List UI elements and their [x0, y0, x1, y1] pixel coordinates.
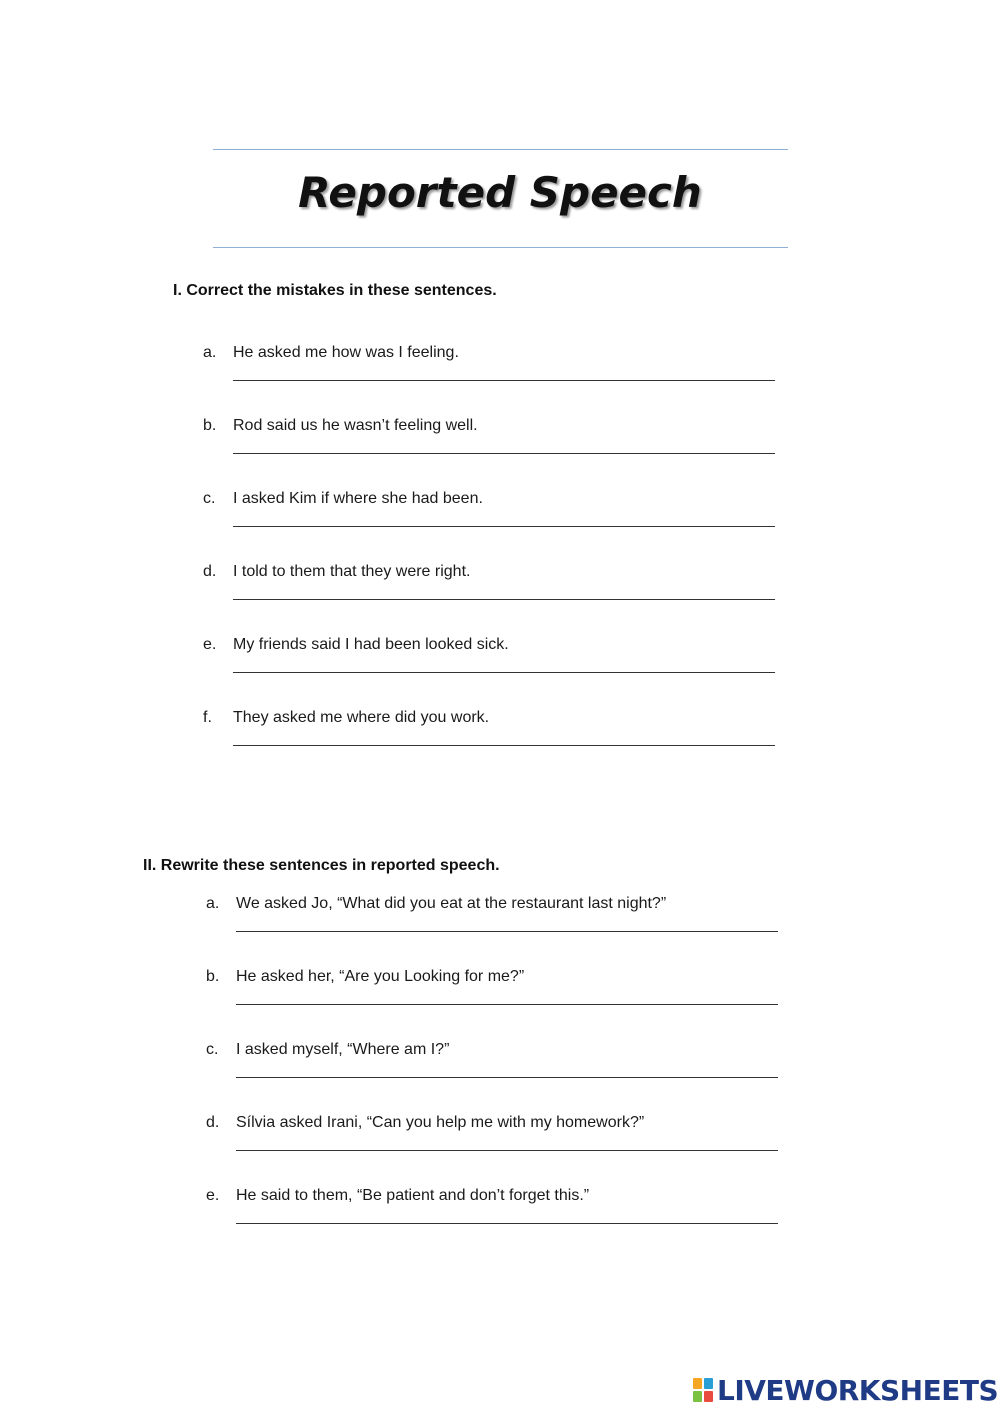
logo-square [704, 1378, 713, 1389]
item-letter: d. [203, 563, 217, 580]
item-sentence: My friends said I had been looked sick. [233, 636, 509, 653]
answer-line [236, 1004, 778, 1005]
item-letter: c. [203, 490, 216, 507]
answer-input[interactable] [236, 981, 780, 1005]
item-sentence: I asked Kim if where she had been. [233, 490, 483, 507]
section-1-heading: I. Correct the mistakes in these sentences. [173, 282, 497, 299]
item-sentence: They asked me where did you work. [233, 709, 490, 726]
answer-line [233, 672, 775, 673]
item-sentence: We asked Jo, “What did you eat at the restaurant last night?” [236, 895, 667, 912]
title-bottom-rule [213, 247, 788, 248]
answer-input[interactable] [233, 649, 777, 673]
item-letter: c. [206, 1041, 219, 1058]
item-sentence: Sílvia asked Irani, “Can you help me with my homework?” [236, 1114, 645, 1131]
item-letter: b. [206, 968, 220, 985]
item-letter: a. [203, 344, 217, 361]
item-sentence: I told to them that they were right. [233, 563, 471, 580]
answer-line [236, 1223, 778, 1224]
item-sentence: I asked myself, “Where am I?” [236, 1041, 450, 1058]
answer-input[interactable] [233, 503, 777, 527]
page-title: Reported Speech [298, 168, 702, 217]
answer-input[interactable] [233, 430, 777, 454]
answer-input[interactable] [236, 1127, 780, 1151]
answer-input[interactable] [233, 576, 777, 600]
logo-square [704, 1391, 713, 1402]
answer-line [236, 931, 778, 932]
answer-input[interactable] [233, 357, 777, 381]
liveworksheets-logo [693, 1374, 998, 1406]
item-letter: b. [203, 417, 217, 434]
item-letter: e. [203, 636, 217, 653]
liveworksheets-logo-icon [693, 1378, 713, 1402]
item-letter: a. [206, 895, 220, 912]
logo-text: LIVEWORKSHEETS [717, 1373, 999, 1407]
item-sentence: Rod said us he wasn’t feeling well. [233, 417, 478, 434]
item-sentence: He asked her, “Are you Looking for me?” [236, 968, 525, 985]
item-sentence: He asked me how was I feeling. [233, 344, 459, 361]
answer-line [233, 526, 775, 527]
answer-line [233, 380, 775, 381]
answer-line [233, 599, 775, 600]
item-letter: f. [203, 709, 212, 726]
answer-input[interactable] [233, 722, 777, 746]
answer-line [236, 1150, 778, 1151]
answer-input[interactable] [236, 1054, 780, 1078]
answer-input[interactable] [236, 908, 780, 932]
logo-square [693, 1391, 702, 1402]
item-letter: e. [206, 1187, 220, 1204]
item-sentence: He said to them, “Be patient and don’t forget this.” [236, 1187, 590, 1204]
answer-line [236, 1077, 778, 1078]
title-top-rule [213, 149, 788, 150]
answer-line [233, 453, 775, 454]
section-2-heading: II. Rewrite these sentences in reported speech. [143, 857, 500, 874]
answer-line [233, 745, 775, 746]
item-letter: d. [206, 1114, 220, 1131]
logo-square [693, 1378, 702, 1389]
answer-input[interactable] [236, 1200, 780, 1224]
